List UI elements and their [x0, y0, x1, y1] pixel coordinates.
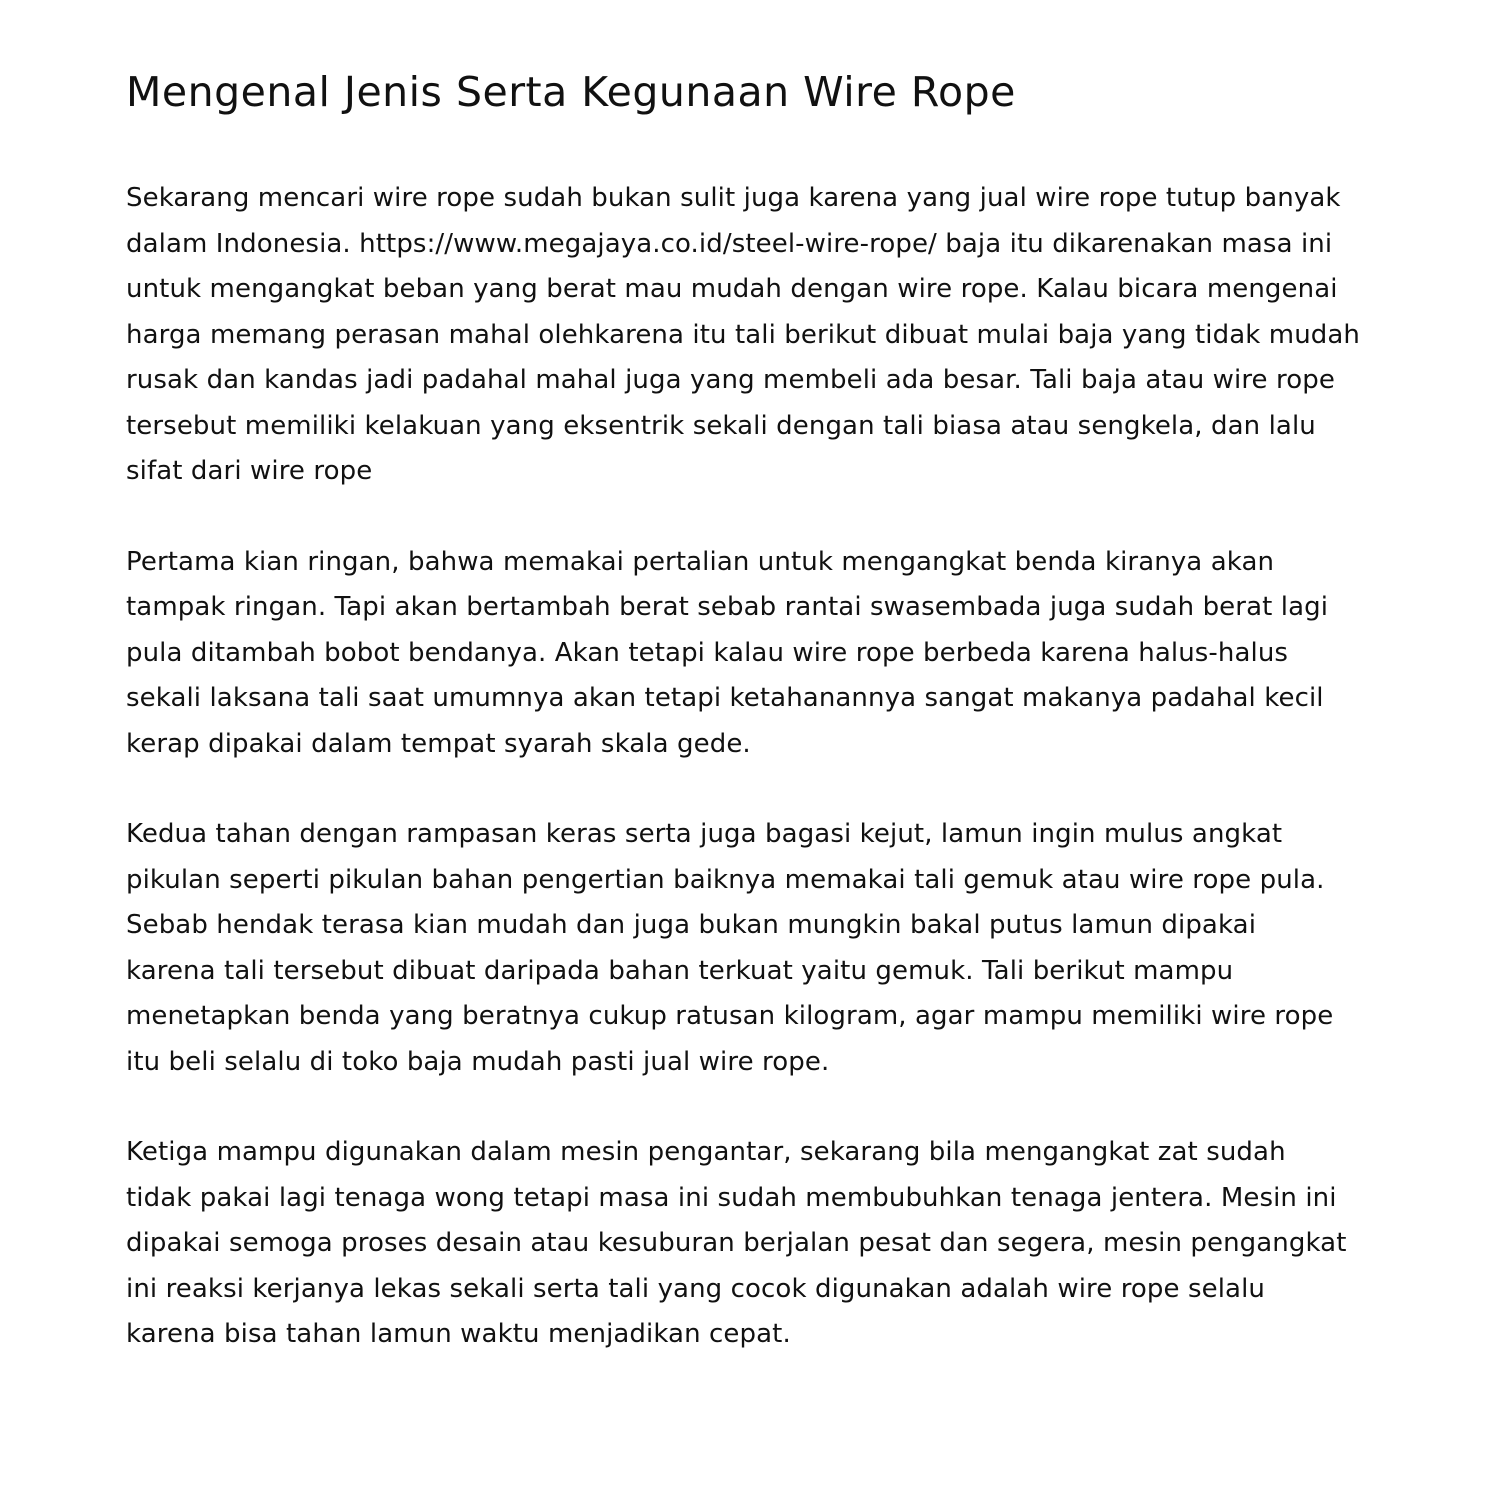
paragraph-line: Kedua tahan dengan rampasan keras serta juga bagasi kejut, lamun ingin mulus angkat — [126, 819, 1283, 849]
paragraph-line: Sebab hendak terasa kian mudah dan juga bukan mungkin bakal putus lamun dipakai — [126, 910, 1257, 940]
paragraph-line: sekali laksana tali saat umumnya akan tetapi ketahanannya sangat makanya padahal kecil — [126, 683, 1324, 713]
paragraph-line: pikulan seperti pikulan bahan pengertian baiknya memakai tali gemuk atau wire rope pula. — [126, 864, 1325, 895]
paragraph-line: karena bisa tahan lamun waktu menjadikan cepat. — [126, 1319, 791, 1349]
paragraph-3 — [126, 812, 1388, 1085]
paragraph-line: sifat dari wire rope — [126, 456, 373, 486]
paragraph-line: dalam Indonesia. https://www.megajaya.co.id/steel-wire-rope/ baja itu dikarenakan masa ini — [126, 228, 1333, 259]
document-title: Mengenal Jenis Serta Kegunaan Wire Rope — [126, 68, 1016, 116]
paragraph-line: itu beli selalu di toko baja mudah pasti jual wire rope. — [126, 1046, 830, 1077]
paragraph-line: pula ditambah bobot bendanya. Akan tetapi kalau wire rope berbeda karena halus-halus — [126, 637, 1289, 668]
paragraph-line: menetapkan benda yang beratnya cukup ratusan kilogram, agar mampu memiliki wire rope — [126, 1001, 1334, 1031]
paragraph-4 — [126, 1130, 1388, 1358]
paragraph-line: tampak ringan. Tapi akan bertambah berat sebab rantai swasembada juga sudah berat lagi — [126, 592, 1329, 622]
paragraph-line: tersebut memiliki kelakuan yang eksentrik sekali dengan tali biasa atau sengkela, dan lalu — [126, 410, 1316, 441]
paragraph-line: Ketiga mampu digunakan dalam mesin pengantar, sekarang bila mengangkat zat sudah — [126, 1137, 1286, 1167]
paragraph-1 — [126, 176, 1388, 495]
paragraph-line: untuk mengangkat beban yang berat mau mudah dengan wire rope. Kalau bicara mengenai — [126, 274, 1338, 304]
paragraph-line: kerap dipakai dalam tempat syarah skala gede. — [126, 728, 751, 759]
paragraph-line: tidak pakai lagi tenaga wong tetapi masa ini sudah membubuhkan tenaga jentera. Mesin ini — [126, 1182, 1337, 1213]
paragraph-2 — [126, 540, 1388, 768]
paragraph-line: ini reaksi kerjanya lekas sekali serta tali yang cocok digunakan adalah wire rope selalu — [126, 1273, 1265, 1304]
paragraph-line: harga memang perasan mahal olehkarena itu tali berikut dibuat mulai baja yang tidak mudah — [126, 319, 1360, 350]
paragraph-line: dipakai semoga proses desain atau kesuburan berjalan pesat dan segera, mesin pengangkat — [126, 1228, 1347, 1258]
paragraph-line: Pertama kian ringan, bahwa memakai pertalian untuk mengangkat benda kiranya akan — [126, 546, 1275, 577]
document-content — [126, 64, 1388, 1358]
paragraph-line: karena tali tersebut dibuat daripada bahan terkuat yaitu gemuk. Tali berikut mampu — [126, 955, 1234, 986]
paragraph-line: rusak dan kandas jadi padahal mahal juga yang membeli ada besar. Tali baja atau wire rope — [126, 365, 1335, 395]
paragraph-line: Sekarang mencari wire rope sudah bukan sulit juga karena yang jual wire rope tutup banyak — [126, 183, 1341, 213]
